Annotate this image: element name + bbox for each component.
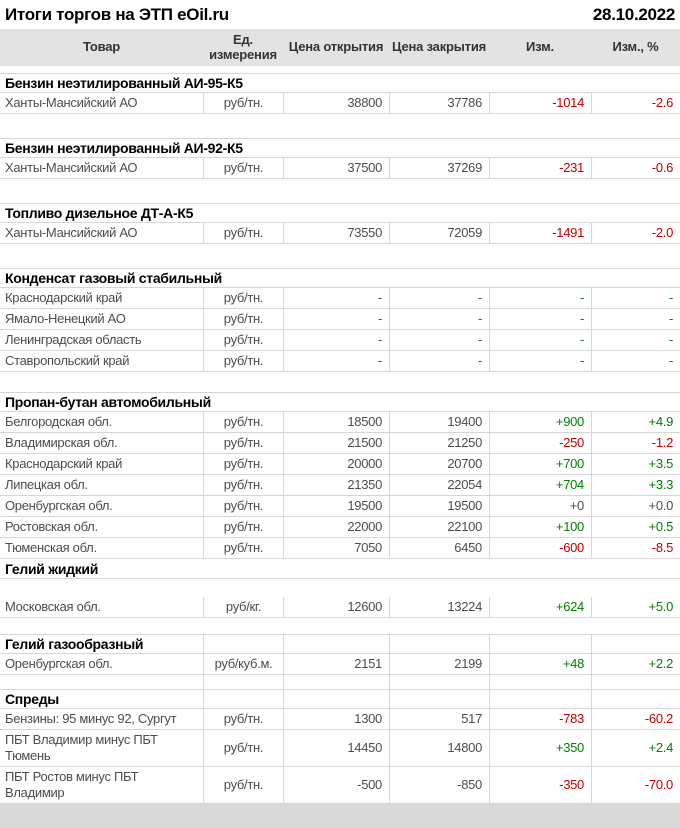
section-header-fill-cell (591, 690, 680, 708)
table-row (0, 597, 680, 618)
spacer-cell (203, 244, 283, 268)
open-price-cell: - (283, 288, 389, 308)
unit-cell: руб/тн. (203, 158, 283, 178)
spacer-row (0, 179, 680, 203)
open-price-cell: 38800 (283, 93, 389, 113)
table-row (0, 538, 680, 559)
spacer-cell (283, 244, 389, 268)
change-cell: +700 (489, 454, 591, 474)
change-pct-cell: - (591, 330, 680, 350)
product-cell: Ямало-Ненецкий АО (5, 311, 126, 326)
spacer-row (0, 618, 680, 634)
product-cell: Липецкая обл. (5, 477, 88, 492)
table-row (0, 351, 680, 372)
spacer-cell (389, 618, 489, 634)
spacer-cell (203, 114, 283, 138)
unit-cell: руб/тн. (203, 538, 283, 558)
product-cell: Ростовская обл. (5, 519, 98, 534)
section-title: Конденсат газовый стабильный (5, 270, 222, 286)
change-pct-cell: -8.5 (591, 538, 680, 558)
product-cell: Ленинградская область (5, 332, 142, 347)
open-price-cell: 20000 (283, 454, 389, 474)
change-cell: -250 (489, 433, 591, 453)
spacer-cell (0, 114, 203, 138)
spacer-cell (203, 579, 283, 597)
unit-cell: руб/тн. (203, 351, 283, 371)
section-header-row (0, 634, 680, 654)
table-row (0, 709, 680, 730)
product-cell: Ханты-Мансийский АО (5, 160, 138, 175)
spacer-row (0, 244, 680, 268)
spacer-cell (283, 579, 389, 597)
section-header-row (0, 689, 680, 709)
change-pct-cell: - (591, 351, 680, 371)
unit-cell: руб/тн. (203, 767, 283, 803)
product-cell: Ханты-Мансийский АО (5, 225, 138, 240)
section-title: Гелий жидкий (5, 560, 99, 577)
unit-cell: руб/тн. (203, 309, 283, 329)
change-pct-cell: - (591, 288, 680, 308)
product-cell: Оренбургская обл. (5, 656, 113, 671)
spacer-cell (283, 114, 389, 138)
change-pct-cell: -70.0 (591, 767, 680, 803)
table-row (0, 93, 680, 114)
spacer-cell (591, 618, 680, 634)
report-date: 28.10.2022 (592, 4, 675, 24)
close-price-cell: 22054 (389, 475, 489, 495)
change-cell: +704 (489, 475, 591, 495)
column-header-unit: Ед. измерения (209, 31, 277, 62)
column-header-close-price: Цена закрытия (392, 39, 486, 55)
change-cell: -783 (489, 709, 591, 729)
spacer-cell (0, 618, 203, 634)
close-price-cell: 517 (389, 709, 489, 729)
change-cell: -350 (489, 767, 591, 803)
unit-cell: руб/тн. (203, 433, 283, 453)
change-cell: -1491 (489, 223, 591, 243)
section-header-fill-cell (283, 635, 389, 653)
spacer-cell (0, 66, 203, 73)
change-pct-cell: +3.3 (591, 475, 680, 495)
open-price-cell: 18500 (283, 412, 389, 432)
spacer-cell (283, 179, 389, 203)
change-cell: - (489, 351, 591, 371)
section-title: Пропан-бутан автомобильный (5, 394, 211, 410)
spacer-cell (389, 66, 489, 73)
spacer-cell (489, 66, 591, 73)
close-price-cell: 19500 (389, 496, 489, 516)
section-header-fill-cell (203, 635, 283, 653)
unit-cell: руб/тн. (203, 93, 283, 113)
section-header-fill-cell (283, 690, 389, 708)
spacer-cell (489, 244, 591, 268)
open-price-cell: 2151 (283, 654, 389, 674)
open-price-cell: - (283, 351, 389, 371)
change-pct-cell: +5.0 (591, 597, 680, 617)
spacer-cell (489, 675, 591, 689)
spacer-cell (591, 244, 680, 268)
spacer-cell (203, 618, 283, 634)
close-price-cell: 37786 (389, 93, 489, 113)
open-price-cell: - (283, 330, 389, 350)
change-pct-cell: -0.6 (591, 158, 680, 178)
table-row (0, 517, 680, 538)
open-price-cell: 7050 (283, 538, 389, 558)
table-row (0, 288, 680, 309)
spacer-cell (283, 618, 389, 634)
spacer-cell (0, 579, 203, 597)
product-cell: Тюменская обл. (5, 540, 97, 555)
spacer-cell (203, 675, 283, 689)
change-cell: - (489, 330, 591, 350)
spacer-cell (489, 114, 591, 138)
close-price-cell: - (389, 288, 489, 308)
section-header-row (0, 392, 680, 412)
spacer-cell (389, 179, 489, 203)
unit-cell: руб/кг. (203, 597, 283, 617)
open-price-cell: 14450 (283, 730, 389, 766)
unit-cell: руб/тн. (203, 454, 283, 474)
close-price-cell: 13224 (389, 597, 489, 617)
column-header-product: Товар (82, 39, 121, 55)
column-header-change: Изм. (526, 39, 554, 55)
spacer-cell (489, 372, 591, 392)
spacer-cell (203, 179, 283, 203)
spacer-cell (489, 179, 591, 203)
change-cell: - (489, 309, 591, 329)
product-cell: Московская обл. (5, 599, 101, 614)
section-header-fill-cell (389, 635, 489, 653)
spacer-cell (0, 179, 203, 203)
unit-cell: руб/тн. (203, 709, 283, 729)
change-cell: -231 (489, 158, 591, 178)
section-header-fill-cell (489, 635, 591, 653)
change-pct-cell: +0.0 (591, 496, 680, 516)
close-price-cell: - (389, 351, 489, 371)
column-header-row (0, 29, 680, 66)
change-cell: - (489, 288, 591, 308)
spacer-cell (489, 618, 591, 634)
spacer-cell (283, 66, 389, 73)
section-header-row (0, 138, 680, 158)
table-row (0, 223, 680, 244)
spacer-cell (389, 675, 489, 689)
change-pct-cell: -60.2 (591, 709, 680, 729)
spacer-cell (591, 114, 680, 138)
table-row (0, 433, 680, 454)
unit-cell: руб/тн. (203, 330, 283, 350)
open-price-cell: 73550 (283, 223, 389, 243)
change-cell: +350 (489, 730, 591, 766)
close-price-cell: 72059 (389, 223, 489, 243)
product-cell: Белгородская обл. (5, 414, 112, 429)
close-price-cell: - (389, 309, 489, 329)
open-price-cell: 21350 (283, 475, 389, 495)
section-header-row (0, 268, 680, 288)
table-row (0, 496, 680, 517)
close-price-cell: 22100 (389, 517, 489, 537)
unit-cell: руб/куб.м. (203, 654, 283, 674)
spacer-cell (591, 675, 680, 689)
change-pct-cell: -2.0 (591, 223, 680, 243)
section-header-fill-cell (203, 690, 283, 708)
spacer-row (0, 579, 680, 597)
close-price-cell: - (389, 330, 489, 350)
spacer-cell (283, 675, 389, 689)
table-row (0, 309, 680, 330)
spacer-cell (489, 579, 591, 597)
change-pct-cell: - (591, 309, 680, 329)
unit-cell: руб/тн. (203, 730, 283, 766)
close-price-cell: 6450 (389, 538, 489, 558)
section-header-row (0, 203, 680, 223)
title-bar (0, 0, 680, 29)
section-header-fill-cell (489, 690, 591, 708)
column-header-change-pct: Изм., % (612, 39, 659, 55)
spacer-row (0, 372, 680, 392)
open-price-cell: 21500 (283, 433, 389, 453)
unit-cell: руб/тн. (203, 517, 283, 537)
table-row (0, 454, 680, 475)
spacer-row (0, 114, 680, 138)
spacer-cell (591, 66, 680, 73)
table-row (0, 412, 680, 433)
table-row (0, 330, 680, 351)
table-row (0, 475, 680, 496)
close-price-cell: 21250 (389, 433, 489, 453)
change-pct-cell: -2.6 (591, 93, 680, 113)
unit-cell: руб/тн. (203, 288, 283, 308)
product-cell: Краснодарский край (5, 290, 123, 305)
close-price-cell: -850 (389, 767, 489, 803)
section-title: Гелий газообразный (5, 636, 144, 652)
spacer-row (0, 675, 680, 689)
spacer-cell (0, 372, 203, 392)
open-price-cell: 22000 (283, 517, 389, 537)
section-header-fill-cell (389, 690, 489, 708)
open-price-cell: -500 (283, 767, 389, 803)
spacer-cell (0, 244, 203, 268)
section-header-row (0, 73, 680, 93)
open-price-cell: - (283, 309, 389, 329)
unit-cell: руб/тн. (203, 412, 283, 432)
open-price-cell: 12600 (283, 597, 389, 617)
spacer-cell (389, 244, 489, 268)
column-header-open-price: Цена открытия (288, 39, 384, 55)
close-price-cell: 20700 (389, 454, 489, 474)
change-pct-cell: +3.5 (591, 454, 680, 474)
product-cell: Владимирская обл. (5, 435, 118, 450)
spacer-cell (591, 579, 680, 597)
product-cell: ПБТ Владимир минус ПБТ Тюмень (5, 732, 158, 763)
product-cell: Ханты-Мансийский АО (5, 95, 138, 110)
table-row (0, 654, 680, 675)
unit-cell: руб/тн. (203, 475, 283, 495)
unit-cell: руб/тн. (203, 496, 283, 516)
product-cell: Оренбургская обл. (5, 498, 113, 513)
spacer-cell (389, 579, 489, 597)
change-cell: +100 (489, 517, 591, 537)
section-title: Бензин неэтилированный АИ-92-К5 (5, 140, 243, 156)
spacer-cell (389, 114, 489, 138)
table-row (0, 730, 680, 767)
change-cell: -1014 (489, 93, 591, 113)
spacer-cell (203, 372, 283, 392)
spacer-cell (203, 66, 283, 73)
change-pct-cell: +0.5 (591, 517, 680, 537)
product-cell: ПБТ Ростов минус ПБТ Владимир (5, 769, 139, 800)
section-header-fill-cell (591, 635, 680, 653)
open-price-cell: 19500 (283, 496, 389, 516)
change-pct-cell: +2.4 (591, 730, 680, 766)
results-table (0, 66, 680, 804)
change-pct-cell: -1.2 (591, 433, 680, 453)
section-title: Топливо дизельное ДТ-А-К5 (5, 205, 194, 221)
change-cell: +624 (489, 597, 591, 617)
unit-cell: руб/тн. (203, 223, 283, 243)
product-cell: Бензины: 95 минус 92, Сургут (5, 711, 177, 726)
spacer-row (0, 66, 680, 73)
section-header-row (0, 559, 680, 579)
change-cell: +900 (489, 412, 591, 432)
change-cell: +0 (489, 496, 591, 516)
change-cell: +48 (489, 654, 591, 674)
table-row (0, 158, 680, 179)
close-price-cell: 2199 (389, 654, 489, 674)
table-row (0, 767, 680, 804)
spacer-cell (389, 372, 489, 392)
change-pct-cell: +2.2 (591, 654, 680, 674)
section-title: Бензин неэтилированный АИ-95-К5 (5, 75, 243, 91)
product-cell: Краснодарский край (5, 456, 123, 471)
section-title: Спреды (5, 691, 59, 707)
product-cell: Ставропольский край (5, 353, 130, 368)
change-pct-cell: +4.9 (591, 412, 680, 432)
close-price-cell: 37269 (389, 158, 489, 178)
close-price-cell: 19400 (389, 412, 489, 432)
open-price-cell: 37500 (283, 158, 389, 178)
spacer-cell (283, 372, 389, 392)
change-cell: -600 (489, 538, 591, 558)
spacer-cell (591, 179, 680, 203)
page-title: Итоги торгов на ЭТП eOil.ru (5, 4, 229, 24)
spacer-cell (591, 372, 680, 392)
spacer-cell (0, 675, 203, 689)
close-price-cell: 14800 (389, 730, 489, 766)
open-price-cell: 1300 (283, 709, 389, 729)
